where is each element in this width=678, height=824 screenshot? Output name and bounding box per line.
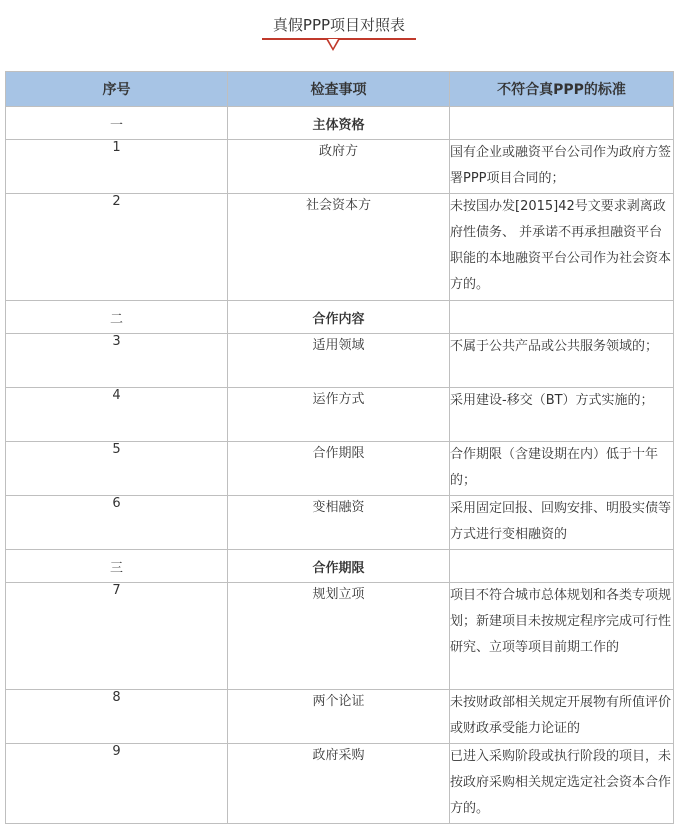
table-row (6, 194, 674, 301)
row-number: 二 (6, 301, 228, 334)
section-row (6, 107, 674, 140)
row-standard: 不属于公共产品或公共服务领域的； (450, 334, 674, 388)
table-row (6, 140, 674, 194)
row-number: 9 (6, 744, 228, 824)
row-number: 2 (6, 194, 228, 301)
row-item: 两个论证 (228, 690, 450, 744)
row-standard (450, 107, 674, 140)
header-check-item: 检查事项 (228, 72, 450, 107)
header-standard: 不符合真PPP的标准 (450, 72, 674, 107)
row-number: 4 (6, 388, 228, 442)
table-header-row (6, 72, 674, 107)
header-seq: 序号 (6, 72, 228, 107)
row-number: 1 (6, 140, 228, 194)
row-standard: 已进入采购阶段或执行阶段的项目，未按政府采购相关规定选定社会资本合作方的。 (450, 744, 674, 824)
row-standard (450, 550, 674, 583)
row-standard: 项目不符合城市总体规划和各类专项规划；新建项目未按规定程序完成可行性研究、立项等项目前期工作的 (450, 583, 674, 690)
row-standard: 未按财政部相关规定开展物有所值评价或财政承受能力论证的 (450, 690, 674, 744)
table-row (6, 334, 674, 388)
row-number: 8 (6, 690, 228, 744)
table-row (6, 690, 674, 744)
document-title-block (262, 12, 416, 52)
row-standard: 采用固定回报、回购安排、明股实债等方式进行变相融资的 (450, 496, 674, 550)
row-standard: 采用建设-移交（BT）方式实施的； (450, 388, 674, 442)
document-title: 真假PPP项目对照表 (272, 16, 406, 34)
table-row (6, 442, 674, 496)
row-number: 5 (6, 442, 228, 496)
row-item: 运作方式 (228, 388, 450, 442)
row-item: 变相融资 (228, 496, 450, 550)
row-standard: 国有企业或融资平台公司作为政府方签署PPP项目合同的； (450, 140, 674, 194)
row-item: 合作期限 (228, 550, 450, 583)
table-row (6, 583, 674, 690)
row-standard: 合作期限（含建设期在内）低于十年的； (450, 442, 674, 496)
row-number: 6 (6, 496, 228, 550)
row-standard (450, 301, 674, 334)
row-standard: 未按国办发[2015]42号文要求剥离政府性债务、 并承诺不再承担融资平台职能的本地融资平台公司作为社会资本方的。 (450, 194, 674, 301)
row-item: 合作内容 (228, 301, 450, 334)
row-item: 适用领域 (228, 334, 450, 388)
row-item: 主体资格 (228, 107, 450, 140)
section-row (6, 301, 674, 334)
row-number: 一 (6, 107, 228, 140)
row-number: 7 (6, 583, 228, 690)
row-item: 合作期限 (228, 442, 450, 496)
table-row (6, 496, 674, 550)
row-number: 3 (6, 334, 228, 388)
title-callout-pointer-inner (328, 39, 338, 48)
comparison-table (5, 71, 674, 824)
table-row (6, 388, 674, 442)
row-item: 政府方 (228, 140, 450, 194)
row-number: 三 (6, 550, 228, 583)
row-item: 规划立项 (228, 583, 450, 690)
row-item: 社会资本方 (228, 194, 450, 301)
row-item: 政府采购 (228, 744, 450, 824)
table-row (6, 744, 674, 824)
section-row (6, 550, 674, 583)
